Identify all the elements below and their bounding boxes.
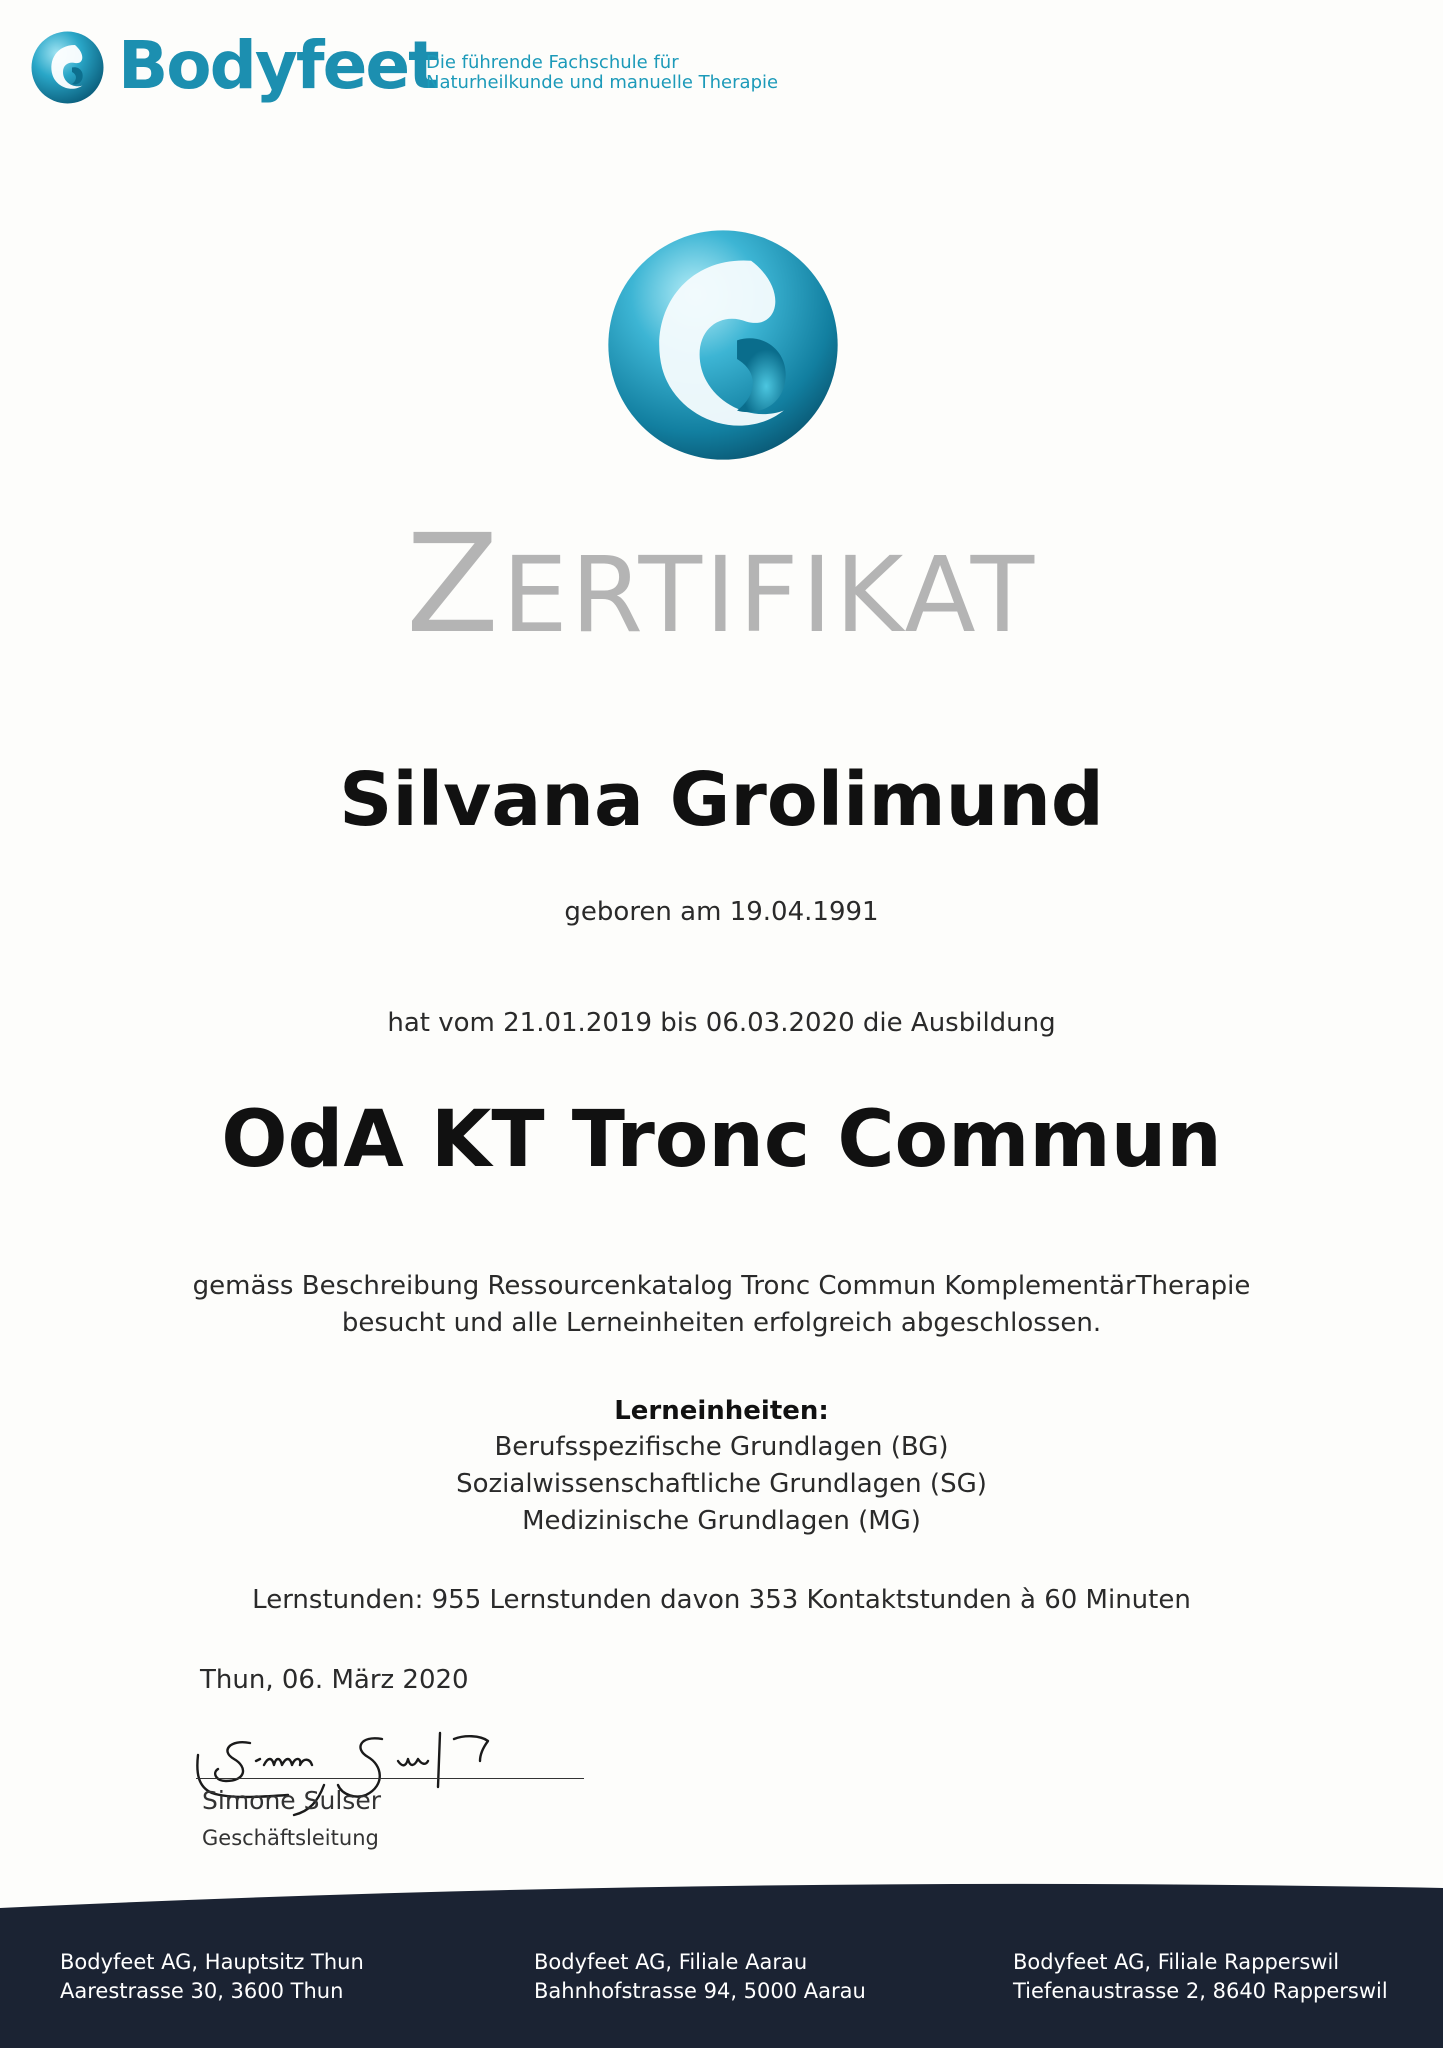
- learning-unit-item: Sozialwissenschaftliche Grundlagen (SG): [456, 1469, 987, 1499]
- tagline-line-2: Naturheilkunde und manuelle Therapie: [426, 72, 779, 93]
- training-period-line: hat vom 21.01.2019 bis 06.03.2020 die Ausbildung: [387, 1008, 1056, 1038]
- footer-location-address: Bahnhofstrasse 94, 5000 Aarau: [534, 1979, 866, 2003]
- place-date: Thun, 06. März 2020: [200, 1665, 469, 1695]
- learning-units-list: [0, 1429, 1443, 1540]
- certificate-title: [0, 506, 1443, 664]
- birth-date-line: geboren am 19.04.1991: [564, 897, 879, 927]
- signer-name: Simone Sulser: [202, 1786, 381, 1815]
- footer-location-aarau: [534, 1948, 866, 2006]
- description-line-2: besucht und alle Lerneinheiten erfolgreich abgeschlossen.: [341, 1308, 1102, 1338]
- footer-location-thun: [60, 1948, 364, 2006]
- tagline-line-1: Die führende Fachschule für: [426, 52, 679, 73]
- footer-location-rapperswil: [1013, 1948, 1388, 2006]
- bodyfeet-logo-icon: [30, 30, 105, 105]
- signature-line: [196, 1778, 584, 1779]
- tagline: [426, 53, 778, 93]
- description-line-1: gemäss Beschreibung Ressourcenkatalog Tronc Commun KomplementärTherapie: [192, 1271, 1251, 1301]
- footer-location-address: Tiefenaustrasse 2, 8640 Rapperswil: [1013, 1979, 1388, 2003]
- course-name: OdA KT Tronc Commun: [221, 1095, 1222, 1185]
- bodyfeet-emblem-icon: [606, 228, 840, 462]
- footer-location-name: Bodyfeet AG, Filiale Rapperswil: [1013, 1950, 1340, 1974]
- learning-unit-item: Medizinische Grundlagen (MG): [522, 1506, 921, 1536]
- footer-location-address: Aarestrasse 30, 3600 Thun: [60, 1979, 344, 2003]
- signer-role: Geschäftsleitung: [202, 1826, 379, 1850]
- footer-location-name: Bodyfeet AG, Filiale Aarau: [534, 1950, 808, 1974]
- learning-units-heading: Lerneinheiten:: [614, 1396, 829, 1426]
- brand-name: Bodyfeet: [118, 27, 438, 104]
- learning-unit-item: Berufsspezifische Grundlagen (BG): [494, 1432, 949, 1462]
- description: [0, 1268, 1443, 1342]
- person-name: Silvana Grolimund: [339, 757, 1104, 843]
- learning-hours-line: Lernstunden: 955 Lernstunden davon 353 Kontaktstunden à 60 Minuten: [252, 1585, 1191, 1615]
- certificate-title-text: ZERTIFIKAT: [405, 506, 1038, 664]
- footer-location-name: Bodyfeet AG, Hauptsitz Thun: [60, 1950, 364, 1974]
